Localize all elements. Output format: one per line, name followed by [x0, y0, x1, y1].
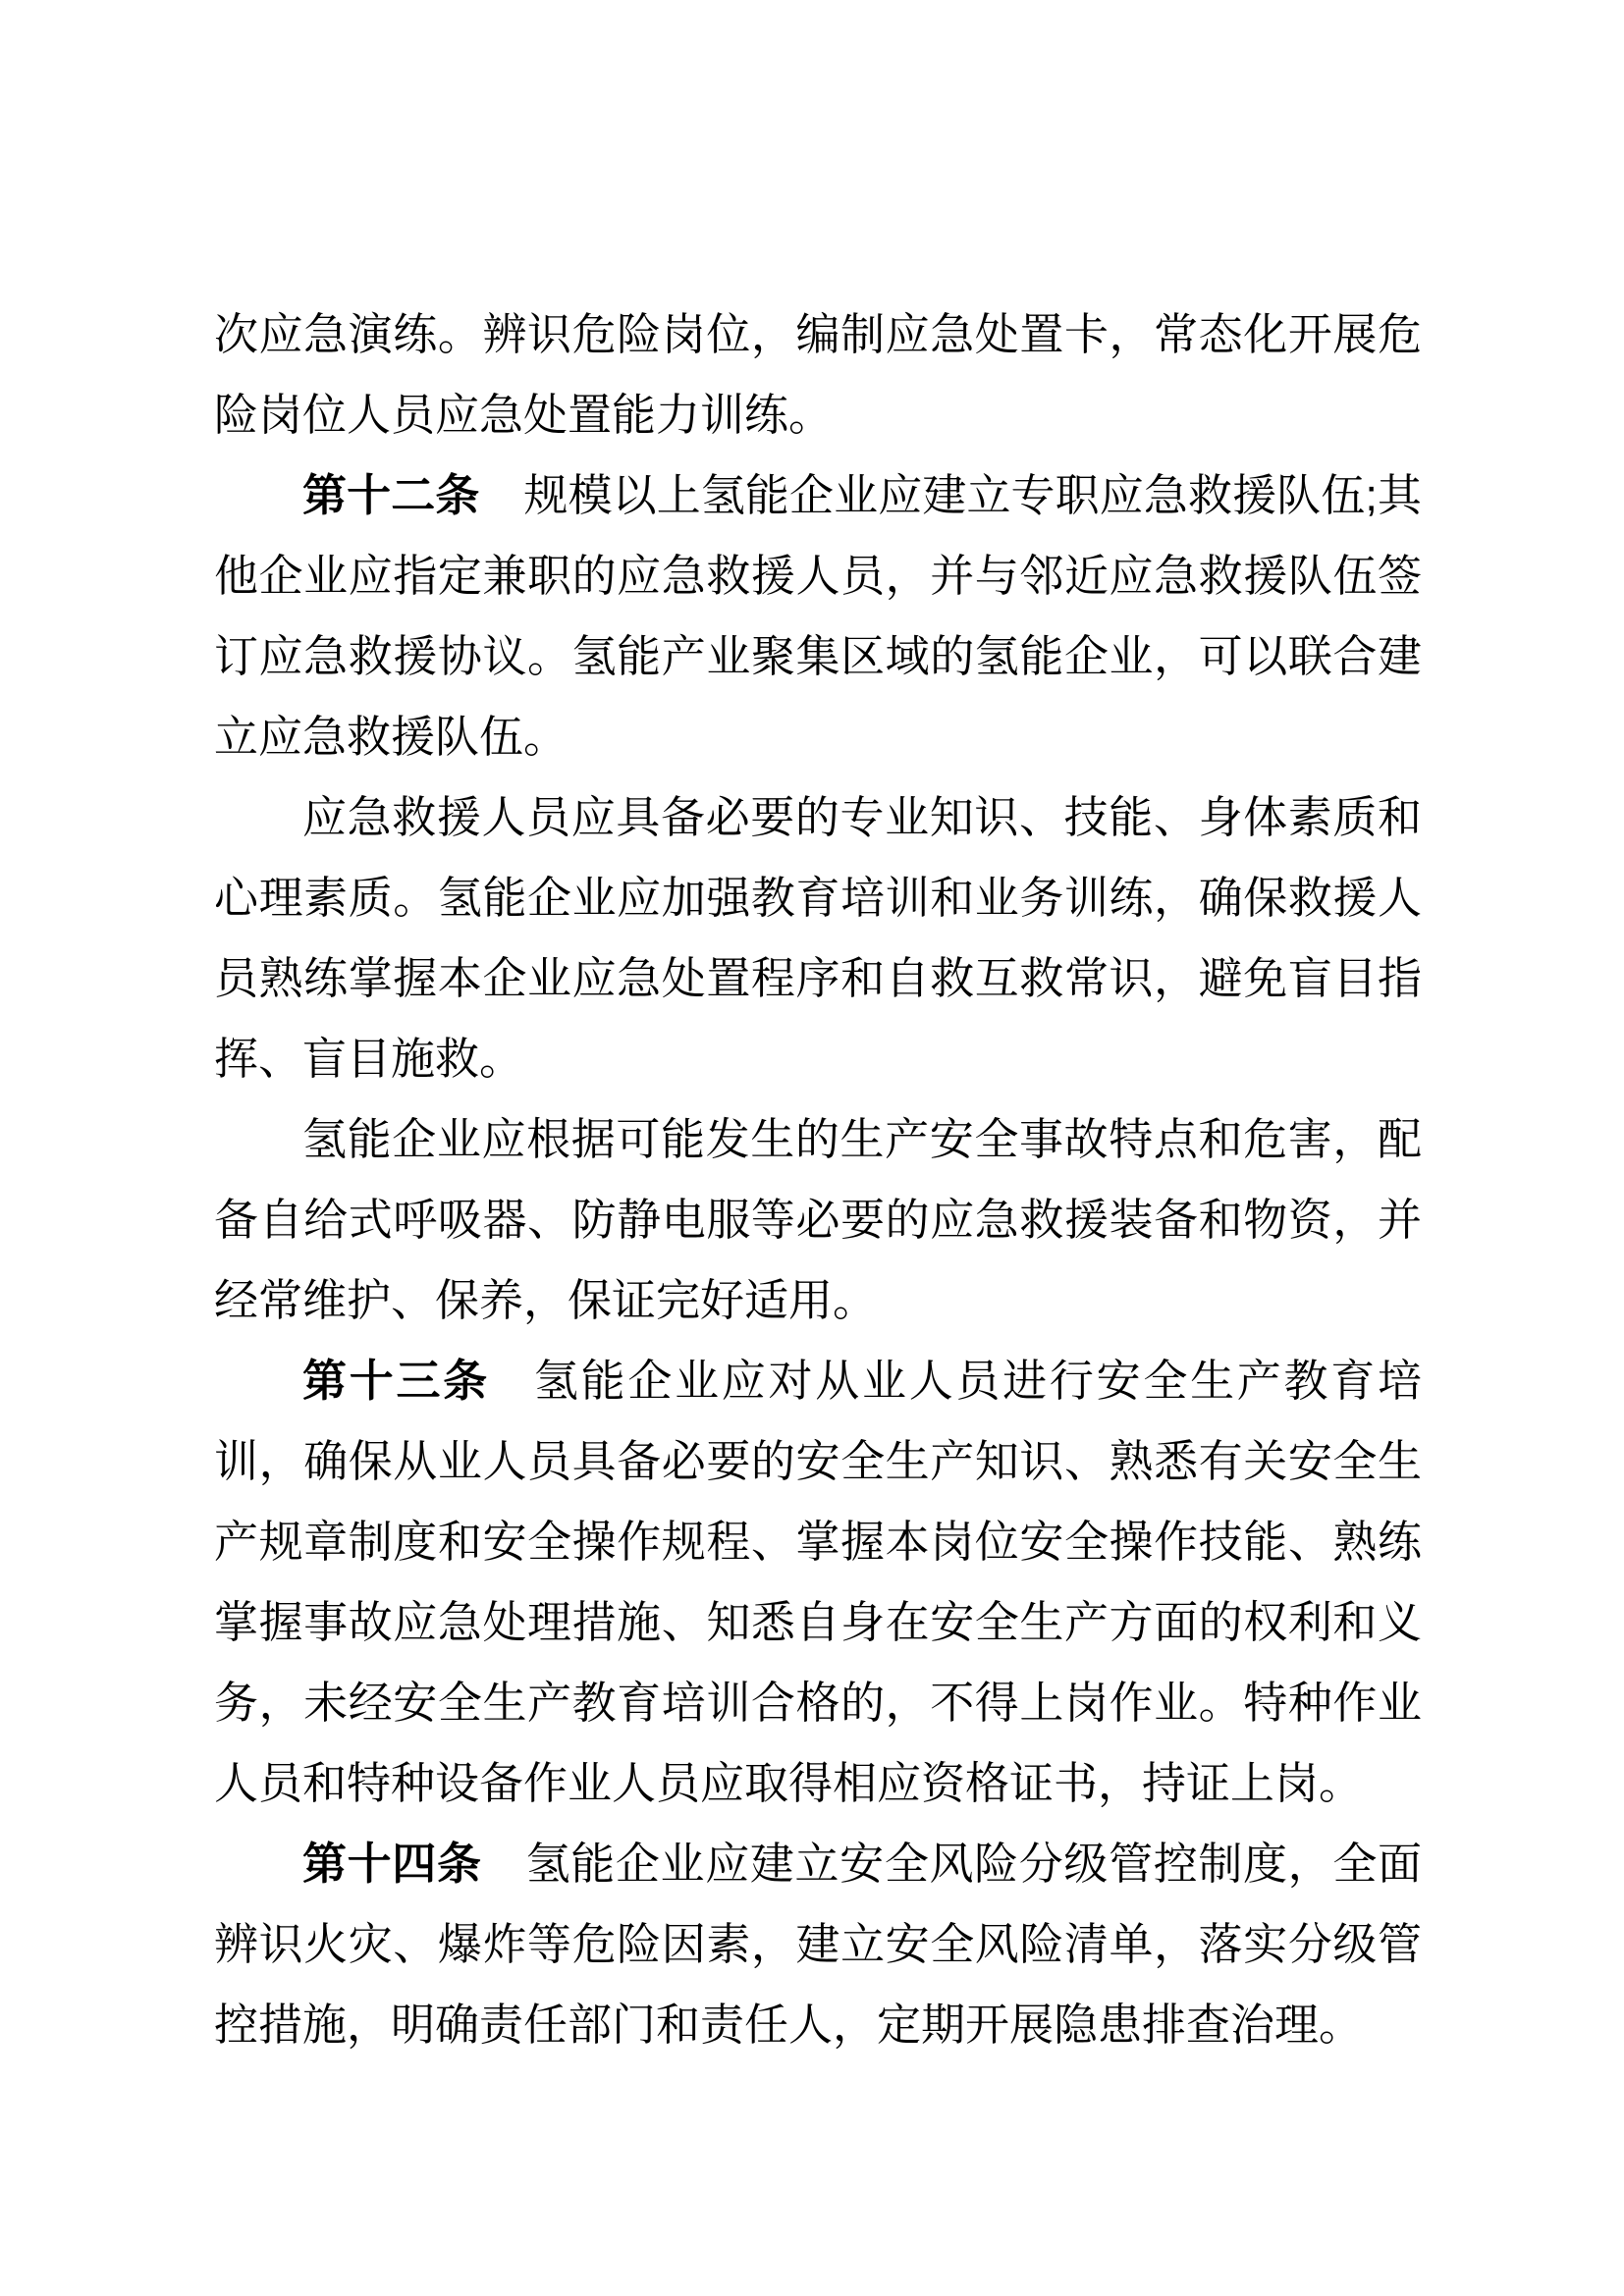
article-14-number: 第十四条 [302, 1839, 482, 1889]
paragraph-text: 氢能企业应根据可能发生的生产安全事故特点和危害，配备自给式呼吸器、防静电服等必要的应急救援装备和物资，并经常维护、保养，保证完好适用。 [214, 1114, 1422, 1325]
paragraph-text: 应急救援人员应具备必要的专业知识、技能、身体素质和心理素质。氢能企业应加强教育培训和业务训练，确保救援人员熟练掌握本企业应急处置程序和自救互救常识，避免盲目指挥、盲目施救。 [214, 792, 1422, 1084]
article-12-paragraph [214, 455, 1422, 777]
article-13-number: 第十三条 [302, 1356, 490, 1406]
paragraph-text: 次应急演练。辨识危险岗位，编制应急处置卡，常态化开展危险岗位人员应急处置能力训练。 [214, 309, 1422, 440]
paragraph-text: 氢能企业应对从业人员进行安全生产教育培训，确保从业人员具备必要的安全生产知识、熟悉有关安全生产规章制度和安全操作规程、掌握本岗位安全操作技能、熟练掌握事故应急处理措施、知悉自身在安全生产方面的权利和义务，未经安全生产教育培训合格的，不得上岗作业。特种作业人员和特种设备作业人员应取得相应资格证书，持证上岗。 [214, 1356, 1422, 1808]
article-12-number: 第十二条 [302, 470, 480, 520]
paragraph-continued [214, 294, 1422, 455]
article-14-paragraph [214, 1824, 1422, 2065]
paragraph-text: 氢能企业应建立安全风险分级管控制度，全面辨识火灾、爆炸等危险因素，建立安全风险清单，落实分级管控措施，明确责任部门和责任人，定期开展隐患排查治理。 [214, 1839, 1422, 2050]
rescue-personnel-paragraph [214, 777, 1422, 1099]
document-body [214, 294, 1422, 2065]
article-13-paragraph [214, 1341, 1422, 1824]
rescue-equipment-paragraph [214, 1099, 1422, 1341]
paragraph-text: 规模以上氢能企业应建立专职应急救援队伍;其他企业应指定兼职的应急救援人员，并与邻近应急救援队伍签订应急救援协议。氢能产业聚集区域的氢能企业，可以联合建立应急救援队伍。 [214, 470, 1422, 762]
